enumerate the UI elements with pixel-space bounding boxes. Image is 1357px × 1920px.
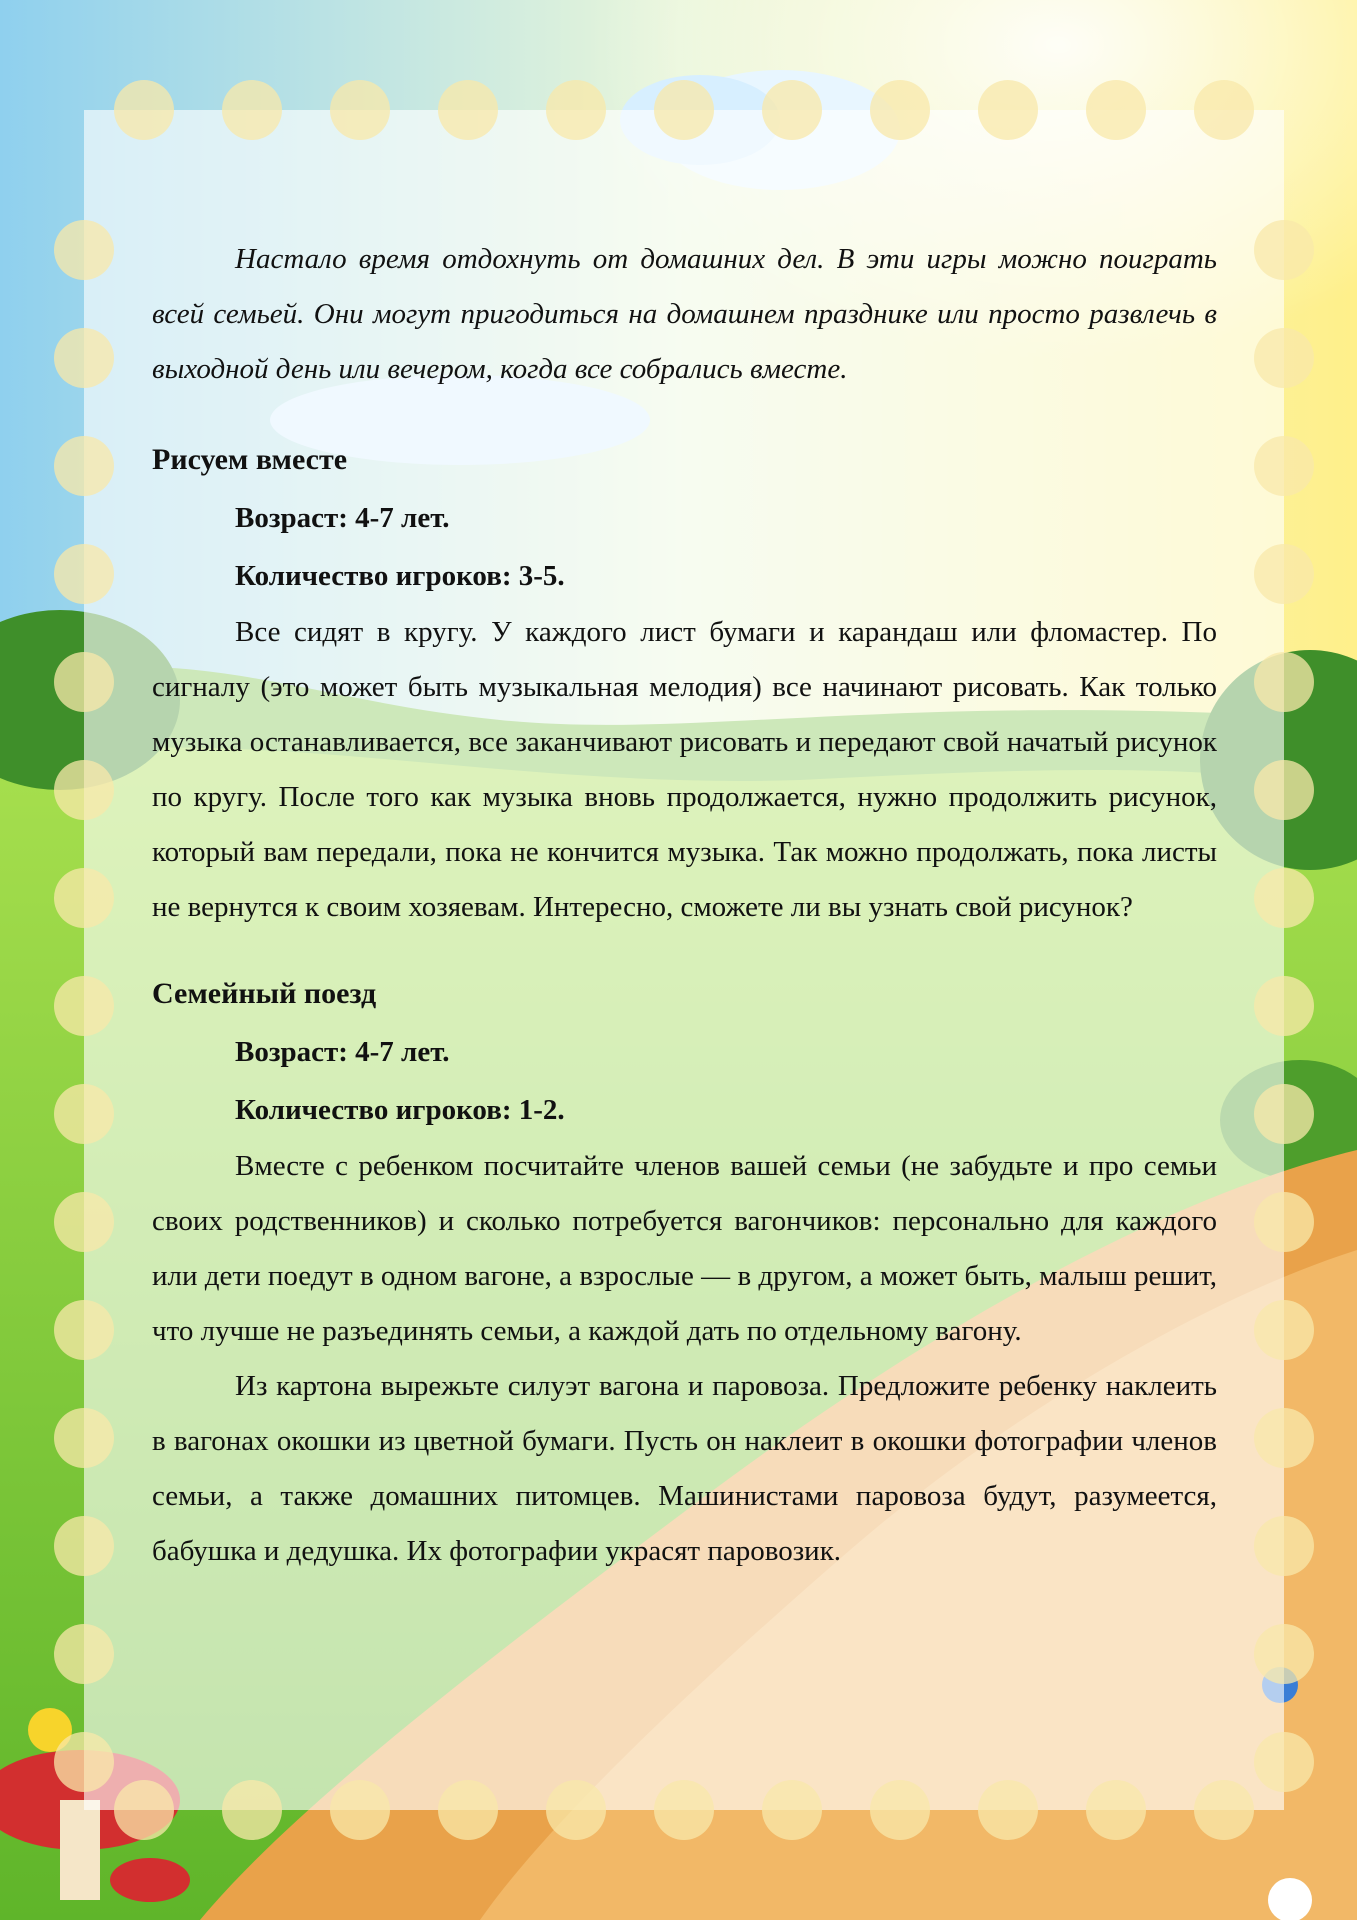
game-title: Семейный поезд bbox=[152, 977, 377, 1010]
game-age: Возраст: 4-7 лет. bbox=[235, 1036, 450, 1068]
scallop-decoration bbox=[762, 1780, 822, 1840]
scallop-decoration bbox=[1194, 80, 1254, 140]
game-description: Из картона вырежьте силуэт вагона и паровоза. Предложите ребенку наклеить в вагонах окошки из цветной бумаги. Пусть он наклеит в окошки фотографии членов семьи, а также домашних питомцев. Машинистами паровоза будут, разумеется, бабушка и дедушка. Их фотографии украсят паровозик. bbox=[152, 1370, 1217, 1567]
scallop-decoration bbox=[1254, 544, 1314, 604]
scallop-decoration bbox=[438, 80, 498, 140]
intro-paragraph: Настало время отдохнуть от домашних дел. В эти игры можно поиграть всей семьей. Они могут пригодиться на домашнем празднике или просто развлечь в выходной день или вечером, когда все собрались вместе. bbox=[152, 243, 1217, 385]
scallop-decoration bbox=[1194, 1780, 1254, 1840]
scallop-decoration bbox=[54, 1516, 114, 1576]
scallop-decoration bbox=[1254, 1192, 1314, 1252]
scallop-decoration bbox=[1086, 1780, 1146, 1840]
game-description: Все сидят в кругу. У каждого лист бумаги и карандаш или фломастер. По сигналу (это может быть музыкальная мелодия) все начинают рисовать. Как только музыка останавливается, все заканчивают рисовать и передают свой начатый рисунок по кругу. После того как музыка вновь продолжается, нужно продолжить рисунок, который вам передали, пока не кончится музыка. Так можно продолжать, пока листы не вернутся к своим хозяевам. Интересно, сможете ли вы узнать свой рисунок? bbox=[152, 616, 1217, 923]
scallop-decoration bbox=[1254, 868, 1314, 928]
scallop-decoration bbox=[1254, 1084, 1314, 1144]
article-content bbox=[152, 232, 1217, 1609]
scallop-decoration bbox=[54, 544, 114, 604]
scallop-decoration bbox=[1254, 652, 1314, 712]
scallop-decoration bbox=[1254, 760, 1314, 820]
scallop-decoration bbox=[114, 80, 174, 140]
game-players: Количество игроков: 3-5. bbox=[235, 560, 565, 592]
scallop-decoration bbox=[330, 80, 390, 140]
scallop-decoration bbox=[114, 1780, 174, 1840]
scallop-decoration bbox=[654, 1780, 714, 1840]
game-description: Вместе с ребенком посчитайте членов вашей семьи (не забудьте и про семьи своих родственников) и сколько потребуется вагончиков: персонально для каждого или дети поедут в одном вагоне, а взрослые — в другом, а может быть, малыш решит, что лучше не разъединять семьи, а каждой дать по отдельному вагону. bbox=[152, 1150, 1217, 1347]
scallop-decoration bbox=[438, 1780, 498, 1840]
scallop-decoration bbox=[54, 1192, 114, 1252]
game-section-train bbox=[152, 965, 1217, 1579]
scallop-decoration bbox=[978, 80, 1038, 140]
scallop-decoration bbox=[1254, 1732, 1314, 1792]
scallop-decoration bbox=[1254, 1300, 1314, 1360]
scallop-decoration bbox=[1086, 80, 1146, 140]
scallop-decoration bbox=[870, 80, 930, 140]
scallop-decoration bbox=[1254, 436, 1314, 496]
scallop-decoration bbox=[54, 1300, 114, 1360]
scallop-decoration bbox=[54, 1732, 114, 1792]
game-title: Рисуем вместе bbox=[152, 443, 348, 476]
scallop-decoration bbox=[1254, 1408, 1314, 1468]
scallop-decoration bbox=[54, 436, 114, 496]
scallop-decoration bbox=[54, 976, 114, 1036]
scallop-decoration bbox=[870, 1780, 930, 1840]
scallop-decoration bbox=[654, 80, 714, 140]
scallop-decoration bbox=[222, 1780, 282, 1840]
scallop-decoration bbox=[1254, 328, 1314, 388]
scallop-decoration bbox=[54, 1624, 114, 1684]
game-players: Количество игроков: 1-2. bbox=[235, 1094, 565, 1126]
game-age: Возраст: 4-7 лет. bbox=[235, 502, 450, 534]
scallop-decoration bbox=[54, 1084, 114, 1144]
scallop-decoration bbox=[1254, 220, 1314, 280]
scallop-decoration bbox=[1254, 1624, 1314, 1684]
game-section-drawing bbox=[152, 431, 1217, 935]
scallop-decoration bbox=[546, 80, 606, 140]
scallop-decoration bbox=[222, 80, 282, 140]
scallop-decoration bbox=[54, 868, 114, 928]
scallop-decoration bbox=[978, 1780, 1038, 1840]
scallop-decoration bbox=[54, 652, 114, 712]
scallop-decoration bbox=[54, 328, 114, 388]
scallop-decoration bbox=[546, 1780, 606, 1840]
scallop-decoration bbox=[1254, 1516, 1314, 1576]
scallop-decoration bbox=[54, 220, 114, 280]
scallop-decoration bbox=[330, 1780, 390, 1840]
scallop-decoration bbox=[54, 1408, 114, 1468]
scallop-decoration bbox=[54, 760, 114, 820]
scallop-decoration bbox=[762, 80, 822, 140]
scallop-decoration bbox=[1254, 976, 1314, 1036]
